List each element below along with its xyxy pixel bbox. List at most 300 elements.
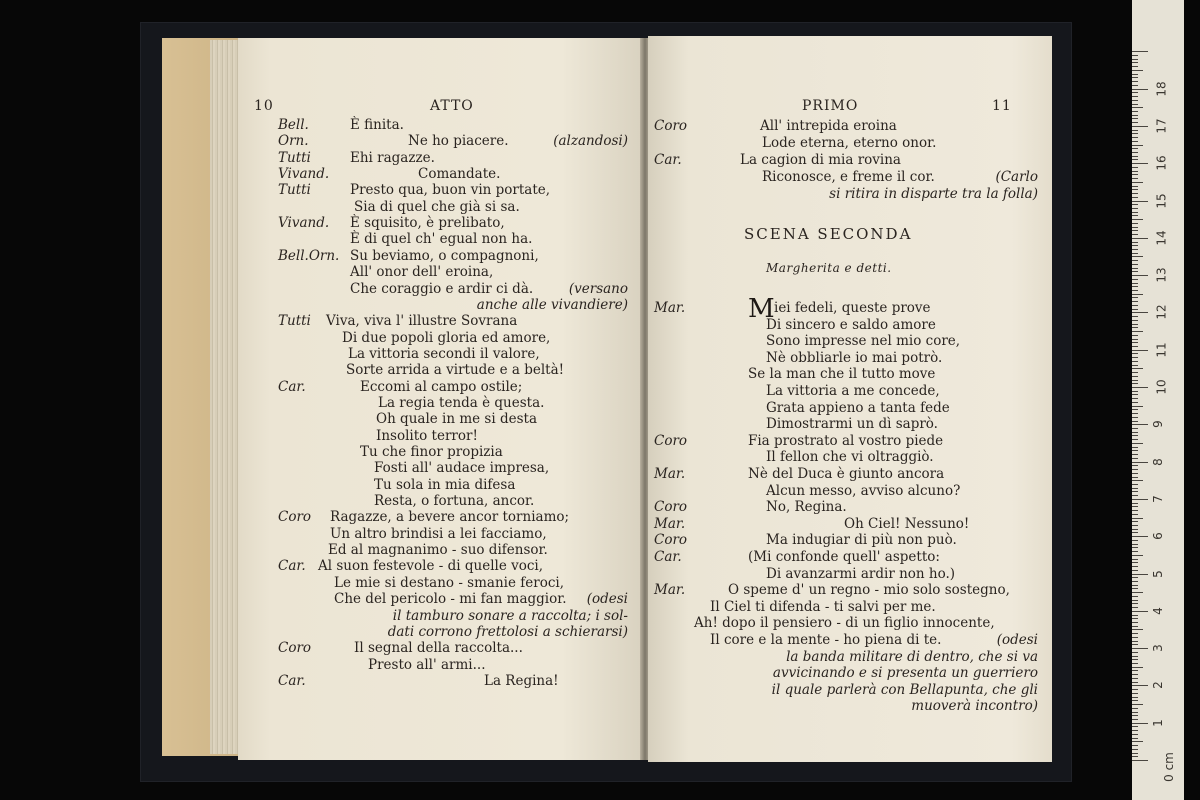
ruler-tick — [1132, 290, 1138, 291]
ruler-tick — [1132, 62, 1138, 63]
ruler-tick — [1132, 193, 1138, 194]
ruler-tick — [1132, 693, 1138, 694]
ruler-number: 6 — [1150, 532, 1165, 541]
speaker-name: Vivand. — [278, 166, 330, 183]
ruler-tick — [1132, 324, 1138, 325]
ruler-tick — [1132, 391, 1138, 392]
ruler-tick — [1132, 238, 1148, 239]
verse-line: Sia di quel che già si sa. — [354, 198, 520, 215]
stage-direction: avvicinando e si presenta un guerriero — [772, 665, 1038, 682]
page-number-left: 10 — [254, 98, 274, 114]
ruler-number: 16 — [1154, 155, 1169, 171]
verse-line: Viva, viva l' illustre Sovrana — [326, 313, 518, 330]
ruler-number: 13 — [1154, 267, 1169, 283]
ruler-tick — [1132, 458, 1138, 459]
ruler-number: 3 — [1150, 644, 1165, 652]
ruler-tick — [1132, 331, 1143, 332]
ruler-tick — [1132, 234, 1138, 235]
stage-direction: dati corrono frettolosi a schierarsi) — [387, 623, 628, 640]
ruler-tick — [1132, 678, 1138, 679]
verse-line: Al suon festevole - di quelle voci, — [318, 558, 544, 575]
ruler-tick — [1132, 585, 1138, 586]
ruler-tick — [1132, 145, 1143, 146]
ruler-tick — [1132, 81, 1138, 82]
speaker-name: Mar. — [654, 515, 686, 532]
ruler-tick — [1132, 670, 1138, 671]
speaker-name: Tutti — [278, 182, 311, 199]
ruler-tick — [1132, 652, 1138, 653]
ruler-number: 18 — [1154, 80, 1169, 97]
verse-line: O speme d' un regno - mio solo sostegno, — [728, 582, 1010, 599]
verse-line: La Regina! — [484, 672, 559, 689]
ruler-number: 7 — [1150, 495, 1165, 503]
ruler-tick — [1132, 55, 1138, 56]
ruler-tick — [1132, 133, 1138, 134]
ruler-tick — [1132, 212, 1138, 213]
drop-cap: M — [748, 294, 775, 324]
ruler-tick — [1132, 227, 1138, 228]
ruler-tick — [1132, 297, 1138, 298]
ruler-tick — [1132, 260, 1138, 261]
left-page — [238, 38, 642, 760]
ruler-tick — [1132, 130, 1138, 131]
ruler-tick — [1132, 491, 1138, 492]
verse-line: Ed al magnanimo - suo difensor. — [328, 542, 548, 559]
verse-line: Eccomi al campo ostile; — [360, 378, 523, 395]
ruler-tick — [1132, 551, 1138, 552]
ruler-tick — [1132, 85, 1138, 86]
ruler-tick — [1132, 435, 1138, 436]
stage-direction: (versano — [568, 280, 628, 297]
verse-line: La regia tenda è questa. — [378, 394, 545, 411]
ruler-tick — [1132, 682, 1138, 683]
ruler-tick — [1132, 499, 1148, 500]
verse-line: Sorte arrida a virtude e a beltà! — [346, 362, 565, 379]
ruler-tick — [1132, 156, 1138, 157]
verse-line: Tu che finor propizia — [360, 444, 503, 460]
ruler-tick — [1132, 596, 1138, 597]
verse-line: È di quel ch' egual non ha. — [350, 231, 533, 248]
verse-line: Il segnal della raccolta... — [354, 640, 523, 657]
ruler-number: 10 — [1154, 379, 1169, 395]
verse-line: Ah! dopo il pensiero - di un figlio innocente, — [694, 615, 995, 632]
ruler-tick — [1132, 353, 1138, 354]
ruler-tick — [1132, 335, 1138, 336]
verse-line: Di sincero e saldo amore — [766, 316, 936, 333]
ruler-tick — [1132, 74, 1138, 75]
ruler-tick — [1132, 439, 1138, 440]
ruler-tick — [1132, 309, 1138, 310]
ruler-number: 5 — [1150, 569, 1165, 578]
verse-line: Ma indugiar di più non può. — [766, 532, 957, 549]
verse-line: Oh quale in me si desta — [376, 411, 537, 428]
verse-line: Sono impresse nel mio core, — [766, 333, 961, 350]
speaker-name: Tutti — [278, 313, 311, 330]
ruler-tick — [1132, 659, 1138, 660]
ruler-tick — [1132, 469, 1138, 470]
ruler-tick — [1132, 92, 1138, 93]
verse-line: Nè del Duca è giunto ancora — [748, 466, 945, 482]
ruler-tick — [1132, 137, 1138, 138]
ruler-tick — [1132, 726, 1138, 727]
ruler-tick — [1132, 741, 1143, 742]
ruler-tick — [1132, 245, 1138, 246]
ruler-tick — [1132, 734, 1138, 735]
ruler-unit-label: 0 cm — [1161, 752, 1176, 782]
ruler-tick — [1132, 697, 1138, 698]
ruler-tick — [1132, 417, 1138, 418]
verse-line: Il fellon che vi oltraggiò. — [766, 449, 934, 466]
speaker-name: Bell. — [278, 117, 309, 133]
speaker-name: Tutti — [278, 149, 311, 166]
ruler-tick — [1132, 555, 1143, 556]
ruler-tick — [1132, 346, 1138, 347]
ruler-tick — [1132, 394, 1138, 395]
ruler-tick — [1132, 357, 1138, 358]
ruler-number: 11 — [1154, 342, 1169, 358]
ruler-tick — [1132, 574, 1148, 575]
ruler-tick — [1132, 753, 1138, 754]
ruler-tick — [1132, 271, 1138, 272]
stage-direction: si ritira in disparte tra la folla) — [829, 186, 1038, 202]
ruler-tick — [1132, 536, 1148, 537]
ruler-tick — [1132, 629, 1143, 630]
ruler-tick — [1132, 510, 1138, 511]
ruler-tick — [1132, 230, 1138, 231]
stage-direction: il quale parlerà con Bellapunta, che gli — [771, 681, 1038, 698]
verse-line: No, Regina. — [766, 499, 847, 516]
ruler-number: 2 — [1150, 681, 1165, 690]
speaker-name: Car. — [278, 558, 306, 575]
verse-line: Ehi ragazze. — [350, 149, 435, 166]
ruler-tick — [1132, 89, 1148, 90]
running-head-right: PRIMO — [802, 98, 859, 114]
ruler-tick — [1132, 122, 1138, 123]
ruler-tick — [1132, 518, 1143, 519]
speaker-name: Coro — [654, 432, 688, 449]
verse-line: Il Ciel ti difenda - ti salvi per me. — [710, 598, 936, 615]
ruler-tick — [1132, 723, 1148, 724]
ruler-tick — [1132, 118, 1138, 119]
ruler-number: 8 — [1150, 457, 1165, 466]
verse-line: Dimostrarmi un dì saprò. — [766, 416, 938, 433]
verse-line: Tu sola in mia difesa — [374, 476, 516, 493]
ruler-tick — [1132, 275, 1148, 276]
ruler-tick — [1132, 361, 1138, 362]
ruler-tick — [1132, 201, 1148, 202]
verse-line: Le mie si destano - smanie feroci, — [334, 574, 564, 591]
ruler-tick — [1132, 115, 1138, 116]
ruler-tick — [1132, 715, 1138, 716]
ruler-tick — [1132, 368, 1143, 369]
ruler-tick — [1132, 674, 1138, 675]
ruler-tick — [1132, 603, 1138, 604]
ruler-tick — [1132, 372, 1138, 373]
stage-direction: (Carlo — [995, 169, 1038, 185]
ruler-tick — [1132, 525, 1138, 526]
ruler-tick — [1132, 611, 1148, 612]
ruler-tick — [1132, 279, 1138, 280]
ruler-tick — [1132, 409, 1138, 410]
ruler-tick — [1132, 171, 1138, 172]
verse-line: All' onor dell' eroina, — [350, 264, 494, 281]
ruler-tick — [1132, 432, 1138, 433]
ruler-number: 15 — [1154, 192, 1169, 209]
verse-line: Resta, o fortuna, ancor. — [374, 493, 535, 510]
verse-line: Comandate. — [418, 166, 501, 183]
ruler-tick — [1132, 223, 1138, 224]
speaker-name: Coro — [278, 509, 312, 526]
ruler-tick — [1132, 208, 1138, 209]
speaker-name: Mar. — [654, 582, 686, 599]
verse-line: (Mi confonde quell' aspetto: — [748, 549, 940, 565]
ruler-tick — [1132, 174, 1138, 175]
verse-line: Un altro brindisi a lei facciamo, — [330, 525, 547, 542]
verse-line: Ne ho piacere. — [408, 133, 509, 150]
ruler-tick — [1132, 339, 1138, 340]
ruler-number: 1 — [1150, 718, 1165, 727]
ruler-tick — [1132, 301, 1138, 302]
verse-line: Oh Ciel! Nessuno! — [844, 515, 970, 532]
verse-line: Riconosce, e freme il cor. — [762, 169, 935, 185]
ruler-tick — [1132, 305, 1138, 306]
verse-line: Grata appieno a tanta fede — [766, 399, 950, 416]
verse-line: Insolito terror! — [376, 427, 478, 444]
ruler-tick — [1132, 656, 1138, 657]
ruler-tick — [1132, 96, 1138, 97]
ruler-tick — [1132, 167, 1138, 168]
ruler-tick — [1132, 104, 1138, 105]
ruler-tick — [1132, 738, 1138, 739]
verse-line: Che coraggio e ardir ci dà. — [350, 280, 534, 297]
ruler-tick — [1132, 182, 1143, 183]
ruler-tick — [1132, 59, 1138, 60]
stage-direction: (alzandosi) — [553, 133, 628, 150]
ruler-tick — [1132, 559, 1138, 560]
verse-line: All' intrepida eroina — [760, 118, 897, 134]
ruler-tick — [1132, 51, 1148, 52]
ruler-tick — [1132, 320, 1138, 321]
ruler-tick — [1132, 712, 1138, 713]
ruler-tick — [1132, 514, 1138, 515]
ruler-tick — [1132, 186, 1138, 187]
running-head-left: ATTO — [430, 98, 474, 114]
ruler-tick — [1132, 749, 1138, 750]
verse-line: La cagion di mia rovina — [740, 152, 901, 168]
verse-line: Su beviamo, o compagnoni, — [350, 247, 539, 264]
ruler-tick — [1132, 622, 1138, 623]
ruler-tick — [1132, 689, 1138, 690]
ruler-tick — [1132, 406, 1143, 407]
ruler-tick — [1132, 685, 1148, 686]
scene-title: SCENA SECONDA — [744, 225, 913, 243]
speaker-name: Mar. — [654, 300, 686, 316]
ruler-tick — [1132, 600, 1138, 601]
speaker-name: Car. — [654, 152, 682, 168]
ruler-tick — [1132, 465, 1138, 466]
speaker-name: Coro — [654, 532, 688, 549]
ruler-tick — [1132, 242, 1138, 243]
ruler-tick — [1132, 376, 1138, 377]
ruler-tick — [1132, 495, 1138, 496]
ruler-tick — [1132, 641, 1138, 642]
verse-line: Fia prostrato al vostro piede — [748, 432, 944, 449]
ruler-tick — [1132, 365, 1138, 366]
ruler-tick — [1132, 141, 1138, 142]
ruler-tick — [1132, 316, 1138, 317]
ruler-tick — [1132, 283, 1138, 284]
ruler-tick — [1132, 503, 1138, 504]
stage-direction: il tamburo sonare a raccolta; i sol- — [392, 607, 628, 624]
ruler-tick — [1132, 562, 1138, 563]
ruler-tick — [1132, 286, 1138, 287]
ruler-tick — [1132, 443, 1143, 444]
ruler-tick — [1132, 424, 1148, 425]
ruler-tick — [1132, 163, 1148, 164]
ruler-tick — [1132, 126, 1148, 127]
ruler-tick — [1132, 380, 1138, 381]
ruler-tick — [1132, 256, 1143, 257]
ruler-tick — [1132, 219, 1143, 220]
ruler-tick — [1132, 577, 1138, 578]
ruler-tick — [1132, 402, 1138, 403]
verse-line: Di due popoli gloria ed amore, — [342, 329, 551, 346]
speaker-name: Car. — [278, 378, 306, 395]
ruler-tick — [1132, 532, 1138, 533]
verse-line: Alcun messo, avviso alcuno? — [766, 482, 961, 499]
ruler-tick — [1132, 529, 1138, 530]
speaker-name: Coro — [654, 118, 688, 134]
ruler-tick — [1132, 268, 1138, 269]
verse-line: Il core e la mente - ho piena di te. — [710, 632, 942, 648]
ruler-tick — [1132, 477, 1138, 478]
verse-line: Se la man che il tutto move — [748, 366, 936, 383]
ruler-tick — [1132, 350, 1148, 351]
ruler-tick — [1132, 667, 1143, 668]
ruler-tick — [1132, 264, 1138, 265]
ruler-tick — [1132, 618, 1138, 619]
verse-line: Fosti all' audace impresa, — [374, 460, 550, 477]
stage-direction: (odesi — [996, 632, 1038, 648]
ruler-tick — [1132, 544, 1138, 545]
ruler-tick — [1132, 152, 1138, 153]
verse-line: Lode eterna, eterno onor. — [762, 135, 937, 151]
ruler-tick — [1132, 312, 1148, 313]
ruler-tick — [1132, 189, 1138, 190]
ruler-tick — [1132, 387, 1148, 388]
ruler-tick — [1132, 633, 1138, 634]
ruler-number: 17 — [1154, 118, 1169, 134]
ruler-tick — [1132, 745, 1138, 746]
ruler-tick — [1132, 197, 1138, 198]
speaker-name: Coro — [654, 499, 688, 516]
verse-line: È finita. — [350, 117, 404, 133]
ruler-tick — [1132, 159, 1138, 160]
ruler-tick — [1132, 253, 1138, 254]
ruler-tick — [1132, 70, 1143, 71]
ruler-tick — [1132, 760, 1148, 761]
ruler-tick — [1132, 547, 1138, 548]
ruler-tick — [1132, 148, 1138, 149]
speaker-name: Car. — [654, 549, 682, 565]
speaker-name: Orn. — [278, 133, 309, 150]
ruler-number: 4 — [1150, 606, 1165, 615]
ruler-tick — [1132, 484, 1138, 485]
verse-line: Presto all' armi... — [368, 656, 486, 673]
ruler-number: 14 — [1154, 230, 1169, 246]
ruler-tick — [1132, 488, 1138, 489]
ruler-tick — [1132, 626, 1138, 627]
speaker-name: Vivand. — [278, 215, 330, 232]
verse-line: La vittoria secondi il valore, — [348, 345, 540, 362]
ruler-tick — [1132, 342, 1138, 343]
verse-line: Ragazze, a bevere ancor torniamo; — [330, 509, 570, 526]
ruler-tick — [1132, 462, 1148, 463]
stage-direction: la banda militare di dentro, che si va — [786, 648, 1038, 665]
speaker-name: Coro — [278, 640, 312, 657]
ruler-tick — [1132, 249, 1138, 250]
ruler-tick — [1132, 107, 1143, 108]
ruler-tick — [1132, 540, 1138, 541]
ruler-tick — [1132, 383, 1138, 384]
page-number-right: 11 — [992, 98, 1012, 114]
ruler-tick — [1132, 663, 1138, 664]
stage-direction: anche alle vivandiere) — [476, 296, 628, 313]
ruler-tick — [1132, 615, 1138, 616]
ruler-tick — [1132, 480, 1143, 481]
ruler-tick — [1132, 450, 1138, 451]
ruler-tick — [1132, 327, 1138, 328]
ruler-tick — [1132, 730, 1138, 731]
ruler-tick — [1132, 637, 1138, 638]
ruler-tick — [1132, 570, 1138, 571]
verse-line: Che del pericolo - mi fan maggior. — [334, 591, 567, 608]
ruler-tick — [1132, 648, 1148, 649]
stage-direction: muoverà incontro) — [911, 698, 1038, 715]
ruler-tick — [1132, 581, 1138, 582]
ruler-tick — [1132, 421, 1138, 422]
ruler-tick — [1132, 204, 1138, 205]
ruler-tick — [1132, 398, 1138, 399]
ruler-tick — [1132, 506, 1138, 507]
ruler-tick — [1132, 294, 1143, 295]
verse-line: Nè obbliarle io mai potrò. — [766, 349, 943, 366]
measurement-ruler — [1132, 0, 1184, 800]
ruler-tick — [1132, 756, 1138, 757]
ruler-tick — [1132, 592, 1143, 593]
ruler-tick — [1132, 708, 1138, 709]
verse-line: Presto qua, buon vin portate, — [350, 182, 551, 199]
ruler-number: 12 — [1154, 304, 1169, 321]
ruler-tick — [1132, 178, 1138, 179]
ruler-tick — [1132, 566, 1138, 567]
stage-direction: (odesi — [586, 591, 628, 608]
ruler-tick — [1132, 719, 1138, 720]
ruler-tick — [1132, 100, 1138, 101]
ruler-tick — [1132, 644, 1138, 645]
ruler-tick — [1132, 66, 1138, 67]
ruler-tick — [1132, 428, 1138, 429]
right-page — [648, 36, 1052, 762]
verse-line: È squisito, è prelibato, — [350, 215, 505, 232]
ruler-tick — [1132, 111, 1138, 112]
scene-characters: Margherita e detti. — [766, 261, 892, 275]
speaker-name: Car. — [278, 672, 306, 689]
ruler-tick — [1132, 700, 1138, 701]
speaker-name: Mar. — [654, 466, 686, 482]
speaker-name: Bell.Orn. — [278, 247, 340, 264]
verse-line: Di avanzarmi ardir non ho.) — [766, 565, 956, 582]
